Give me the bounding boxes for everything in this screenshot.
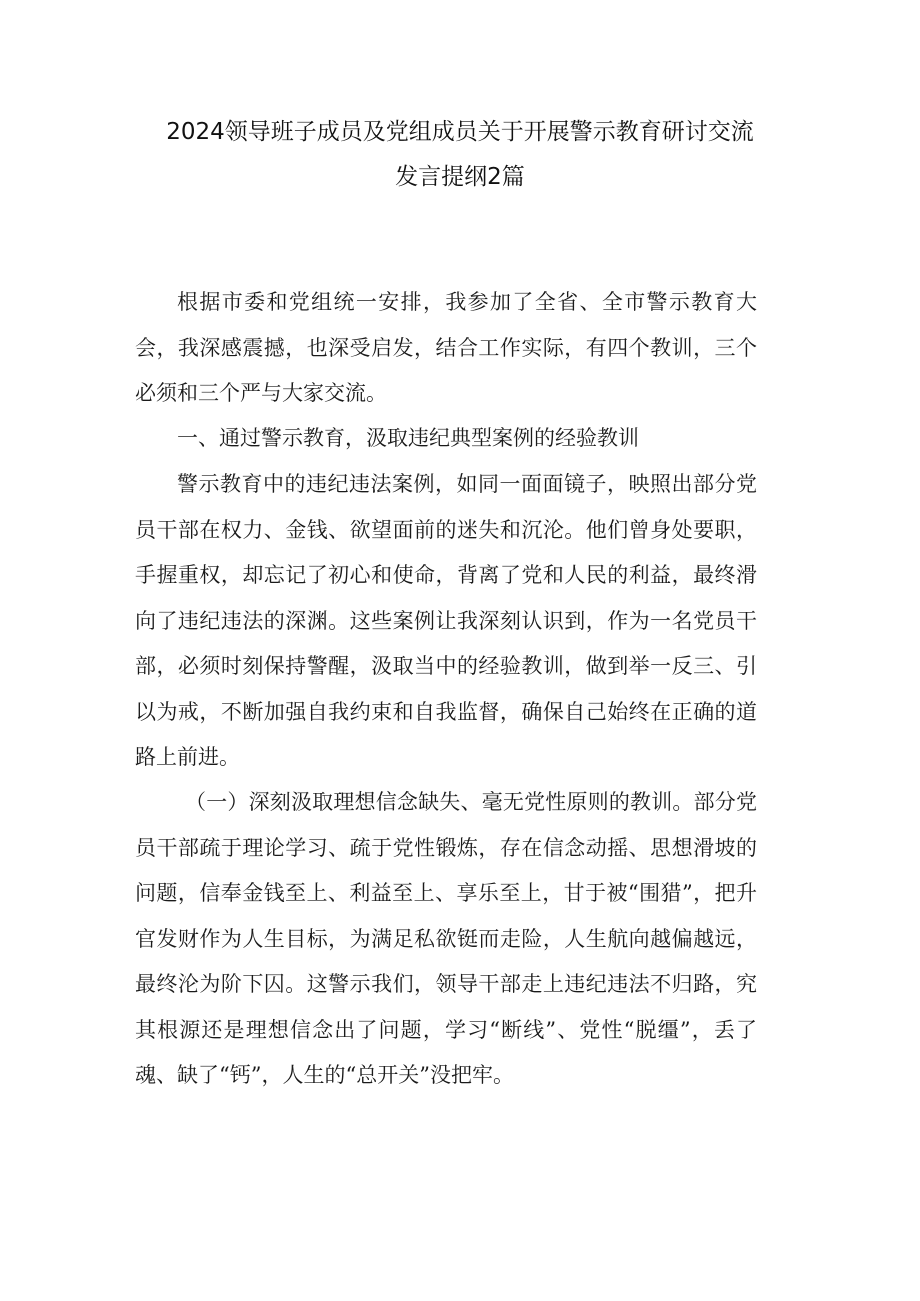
intro-paragraph: 根据市委和党组统一安排，我参加了全省、全市警示教育大会，我深感震撼，也深受启发，结合工作实际，有四个教训，三个必须和三个严与大家交流。	[135, 290, 757, 405]
document-title-line-1: 2024领导班子成员及党组成员关于开展警示教育研讨交流	[166, 119, 754, 145]
document-title-line-2: 发言提纲2篇	[395, 164, 525, 190]
section-heading-1: 一、通过警示教育，汲取违纪典型案例的经验教训	[177, 426, 639, 450]
subsection-1-paragraph: （一）深刻汲取理想信念缺失、毫无党性原则的教训。部分党员干部疏于理论学习、疏于党性锻炼，存在信念动摇、思想滑坡的问题，信奉金钱至上、利益至上、享乐至上，甘于被“围猎”，把升官发财作为人生目标，为满足私欲铤而走险，人生航向越偏越远，最终沦为阶下囚。这警示我们，领导干部走上违纪违法不归路，究其根源还是理想信念出了问题，学习“断线”、党性“脱缰”，丢了魂、缺了“钙”，人生的“总开关”没把牢。	[135, 790, 757, 1087]
section-1-paragraph: 警示教育中的违纪违法案例，如同一面面镜子，映照出部分党员干部在权力、金钱、欲望面前的迷失和沉沦。他们曾身处要职，手握重权，却忘记了初心和使命，背离了党和人民的利益，最终滑向了违纪违法的深渊。这些案例让我深刻认识到，作为一名党员干部，必须时刻保持警醒，汲取当中的经验教训，做到举一反三、引以为戒，不断加强自我约束和自我监督，确保自己始终在正确的道路上前进。	[135, 472, 757, 769]
